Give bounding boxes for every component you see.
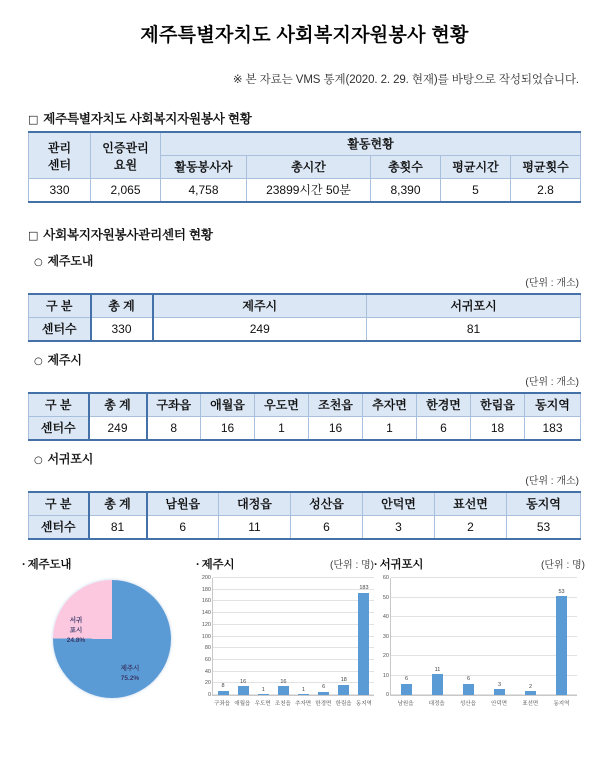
th-staff-line2: 요원 <box>113 158 138 172</box>
bar-item <box>354 578 374 695</box>
table-jeju-city <box>28 392 581 441</box>
th-island-0: 구 분 <box>29 294 91 318</box>
td-jeju-1: 8 <box>147 417 201 441</box>
x-axis-labels-seogwipo <box>390 699 577 707</box>
bar-item <box>453 578 484 695</box>
y-axis-tick: 0 <box>385 692 389 698</box>
table-row <box>29 318 581 342</box>
bar-item <box>294 578 314 695</box>
th-sgp-3: 대정읍 <box>219 492 291 516</box>
td-sgp-5: 2 <box>435 516 507 540</box>
td-sgp-2: 11 <box>219 516 291 540</box>
td-island-2: 81 <box>367 318 581 342</box>
td-jeju-8: 183 <box>525 417 581 441</box>
td-sgp-3: 6 <box>291 516 363 540</box>
charts-region <box>0 556 609 742</box>
bar-value-label: 6 <box>404 676 409 683</box>
bar-value-label: 6 <box>322 684 326 691</box>
bar-plot-seogwipo <box>382 575 577 698</box>
x-axis-tick: 안덕면 <box>491 701 508 707</box>
bar-item <box>334 578 354 695</box>
table-overview <box>28 131 581 203</box>
td-sgp-0: 81 <box>89 516 147 540</box>
table-row <box>29 294 581 318</box>
bar-value-label: 16 <box>280 678 287 685</box>
th-sgp-0: 구 분 <box>29 492 89 516</box>
th-sgp-1: 총 계 <box>89 492 147 516</box>
th-center <box>28 132 90 179</box>
th-jeju-4: 우도면 <box>255 393 309 417</box>
x-axis-tick: 구좌읍 <box>214 701 231 707</box>
unit-note-jeju-city: (단위 : 개소) <box>525 377 579 388</box>
td-avg-counts: 2.8 <box>510 179 580 203</box>
td-island-0: 330 <box>91 318 153 342</box>
x-axis-tick: 우도면 <box>254 701 271 707</box>
section-heading-centers <box>28 225 609 243</box>
y-axis-tick: 80 <box>204 645 211 652</box>
y-axis-tick: 140 <box>201 610 211 617</box>
x-axis-tick: 동지역 <box>355 701 372 707</box>
x-axis-tick: 동지역 <box>553 701 570 707</box>
bar-value-label: 1 <box>302 686 306 693</box>
th-center-line2: 센터 <box>47 158 72 172</box>
y-axis-tick: 30 <box>382 633 389 640</box>
x-axis-tick: 애월읍 <box>234 701 251 707</box>
th-staff <box>90 132 160 179</box>
x-axis-tick: 조천읍 <box>274 701 291 707</box>
chart-pie-title <box>22 556 71 572</box>
bar <box>338 685 349 695</box>
source-note: ※ 본 자료는 VMS 통계(2020. 2. 29. 현재)를 바탕으로 작성되었습니다. <box>232 74 579 86</box>
bar <box>358 593 369 695</box>
bar-item <box>233 578 253 695</box>
bar-item <box>213 578 233 695</box>
y-axis-tick: 60 <box>204 656 211 663</box>
chart-jeju-title <box>196 556 234 572</box>
td-staff: 2,065 <box>90 179 160 203</box>
y-axis-tick: 160 <box>201 598 211 605</box>
bars-container <box>391 578 577 695</box>
td-jeju-4: 16 <box>309 417 363 441</box>
y-axis-tick: 0 <box>207 692 211 698</box>
bar-value-label: 53 <box>558 588 565 595</box>
dot-bullet-icon: · <box>374 559 378 571</box>
td-sgp-6: 53 <box>507 516 581 540</box>
y-axis-tick: 40 <box>382 614 389 621</box>
pie-label-sgp-name1: 서귀 <box>69 617 83 624</box>
th-volunteers: 활동봉사자 <box>160 156 246 179</box>
th-jeju-8: 한림읍 <box>471 393 525 417</box>
th-sgp-5: 안덕면 <box>363 492 435 516</box>
pie-chart <box>37 580 187 730</box>
td-total-hours: 23899시간 50분 <box>246 179 370 203</box>
td-avg-hours: 5 <box>440 179 510 203</box>
th-jeju-6: 추자면 <box>363 393 417 417</box>
td-jeju-5: 1 <box>363 417 417 441</box>
pie-label-sgp-pct: 24.8% <box>66 636 86 644</box>
subheading-jeju-island-label: 제주도내 <box>47 254 94 268</box>
page-title: 제주특별자치도 사회복지자원봉사 현황 <box>140 25 469 46</box>
square-bullet-icon: □ <box>28 113 39 126</box>
bar-value-label: 3 <box>497 681 502 688</box>
y-axis-tick: 20 <box>204 680 211 687</box>
subheading-jeju-city <box>34 351 609 368</box>
chart-bar-seogwipo <box>374 556 599 707</box>
pie-label-seogwipo <box>57 616 95 645</box>
chart-pie-island <box>22 556 202 730</box>
th-avg-counts: 평균횟수 <box>510 156 580 179</box>
square-bullet-icon: □ <box>28 229 39 242</box>
dot-bullet-icon: · <box>22 559 26 571</box>
td-island-1: 249 <box>153 318 367 342</box>
y-axis-tick: 20 <box>382 653 389 660</box>
bar-plot-jeju <box>201 575 374 698</box>
bar <box>525 691 536 695</box>
bar <box>258 694 269 695</box>
th-island-1: 총 계 <box>91 294 153 318</box>
th-jeju-0: 구 분 <box>29 393 89 417</box>
bar-value-label: 2 <box>528 683 533 690</box>
y-axis-tick: 50 <box>382 594 389 601</box>
th-activity-group: 활동현황 <box>160 132 580 156</box>
th-staff-line1: 인증관리 <box>102 141 149 155</box>
pie-label-jeju-pct: 75.2% <box>120 674 140 682</box>
pie-label-jeju <box>103 664 157 684</box>
table-row <box>28 179 580 203</box>
chart-pie-title-label: 제주도내 <box>27 559 72 571</box>
chart-bar-jeju <box>196 556 374 707</box>
bar-item <box>391 578 422 695</box>
td-jeju-7: 18 <box>471 417 525 441</box>
th-total-hours: 총시간 <box>246 156 370 179</box>
chart-jeju-unit: (단위 : 명) <box>330 560 374 571</box>
bar-item <box>273 578 293 695</box>
pie-label-jeju-name: 제주시 <box>120 665 140 672</box>
table-island <box>28 293 581 342</box>
section-heading-centers-label: 사회복지자원봉사관리센터 현황 <box>43 228 213 242</box>
x-axis-tick: 남원읍 <box>397 701 414 707</box>
section-heading-overview-label: 제주특별자치도 사회복지자원봉사 현황 <box>43 112 252 126</box>
table-row <box>29 516 581 540</box>
section-heading-overview <box>28 109 609 127</box>
table-row <box>29 417 581 441</box>
circle-bullet-icon: ○ <box>34 356 43 367</box>
x-axis-tick: 추자면 <box>295 701 312 707</box>
bar-item <box>253 578 273 695</box>
unit-note-island: (단위 : 개소) <box>525 278 579 289</box>
td-sgp-label: 센터수 <box>29 516 89 540</box>
subheading-seogwipo-label: 서귀포시 <box>47 452 94 466</box>
x-axis-tick: 한경면 <box>315 701 332 707</box>
y-axis-tick: 200 <box>201 575 211 581</box>
document-page <box>0 20 609 759</box>
bar <box>298 694 309 695</box>
th-sgp-4: 성산읍 <box>291 492 363 516</box>
bar <box>401 684 412 695</box>
th-jeju-2: 구좌읍 <box>147 393 201 417</box>
th-center-line1: 관리 <box>47 141 72 155</box>
td-sgp-1: 6 <box>147 516 219 540</box>
bar <box>278 686 289 695</box>
chart-jeju-title-label: 제주시 <box>201 559 235 571</box>
y-axis-tick: 180 <box>201 586 211 593</box>
y-axis-tick: 120 <box>201 621 211 628</box>
pie-label-sgp-name2: 포시 <box>69 626 83 634</box>
bar-item <box>546 578 577 695</box>
x-axis-tick: 대정읍 <box>428 701 445 707</box>
y-axis-tick: 40 <box>204 668 211 675</box>
bar <box>494 689 505 695</box>
table-row <box>29 393 581 417</box>
table-row <box>29 492 581 516</box>
bar-item <box>515 578 546 695</box>
x-axis-tick: 한림읍 <box>335 701 352 707</box>
bar-value-label: 1 <box>261 686 265 693</box>
td-volunteers: 4,758 <box>160 179 246 203</box>
bar <box>218 691 229 695</box>
x-axis-labels-jeju <box>212 699 374 707</box>
td-jeju-3: 1 <box>255 417 309 441</box>
td-island-label: 센터수 <box>29 318 91 342</box>
y-axis-tick: 100 <box>201 633 211 640</box>
bar-value-label: 11 <box>434 666 441 673</box>
th-jeju-7: 한경면 <box>417 393 471 417</box>
th-sgp-7: 동지역 <box>507 492 581 516</box>
bar-item <box>484 578 515 695</box>
table-seogwipo <box>28 491 581 540</box>
y-axis-tick: 60 <box>382 575 389 581</box>
td-jeju-6: 6 <box>417 417 471 441</box>
x-axis-tick: 성산읍 <box>459 701 476 707</box>
th-jeju-1: 총 계 <box>89 393 147 417</box>
chart-sgp-unit: (단위 : 명) <box>541 560 585 571</box>
th-avg-hours: 평균시간 <box>440 156 510 179</box>
subheading-jeju-city-label: 제주시 <box>47 353 82 367</box>
bar <box>463 684 474 695</box>
th-jeju-3: 애월읍 <box>201 393 255 417</box>
td-jeju-2: 16 <box>201 417 255 441</box>
bar <box>556 596 567 695</box>
bar-value-label: 183 <box>359 585 369 592</box>
td-sgp-4: 3 <box>363 516 435 540</box>
td-center: 330 <box>28 179 90 203</box>
th-total-counts: 총횟수 <box>370 156 440 179</box>
th-sgp-6: 표선면 <box>435 492 507 516</box>
subheading-seogwipo <box>34 450 609 467</box>
x-axis-tick: 표선면 <box>522 701 539 707</box>
chart-sgp-title <box>374 556 423 572</box>
th-jeju-9: 동지역 <box>525 393 581 417</box>
circle-bullet-icon: ○ <box>34 257 43 268</box>
bar-item <box>422 578 453 695</box>
bar-item <box>314 578 334 695</box>
td-jeju-0: 249 <box>89 417 147 441</box>
bar-value-label: 16 <box>240 678 247 685</box>
chart-sgp-title-label: 서귀포시 <box>379 559 424 571</box>
subheading-jeju-island <box>34 252 609 269</box>
td-total-counts: 8,390 <box>370 179 440 203</box>
dot-bullet-icon: · <box>196 559 200 571</box>
bar-value-label: 8 <box>221 683 225 690</box>
bar-value-label: 6 <box>466 676 471 683</box>
th-jeju-5: 조천읍 <box>309 393 363 417</box>
th-island-3: 서귀포시 <box>367 294 581 318</box>
bar <box>318 692 329 695</box>
th-sgp-2: 남원읍 <box>147 492 219 516</box>
bar <box>238 686 249 695</box>
unit-note-seogwipo: (단위 : 개소) <box>525 476 579 487</box>
bar <box>432 674 443 695</box>
th-island-2: 제주시 <box>153 294 367 318</box>
table-row <box>28 132 580 156</box>
td-jeju-label: 센터수 <box>29 417 89 441</box>
y-axis-tick: 10 <box>382 672 389 679</box>
circle-bullet-icon: ○ <box>34 455 43 466</box>
bars-container <box>213 578 374 695</box>
bar-value-label: 18 <box>340 677 347 684</box>
